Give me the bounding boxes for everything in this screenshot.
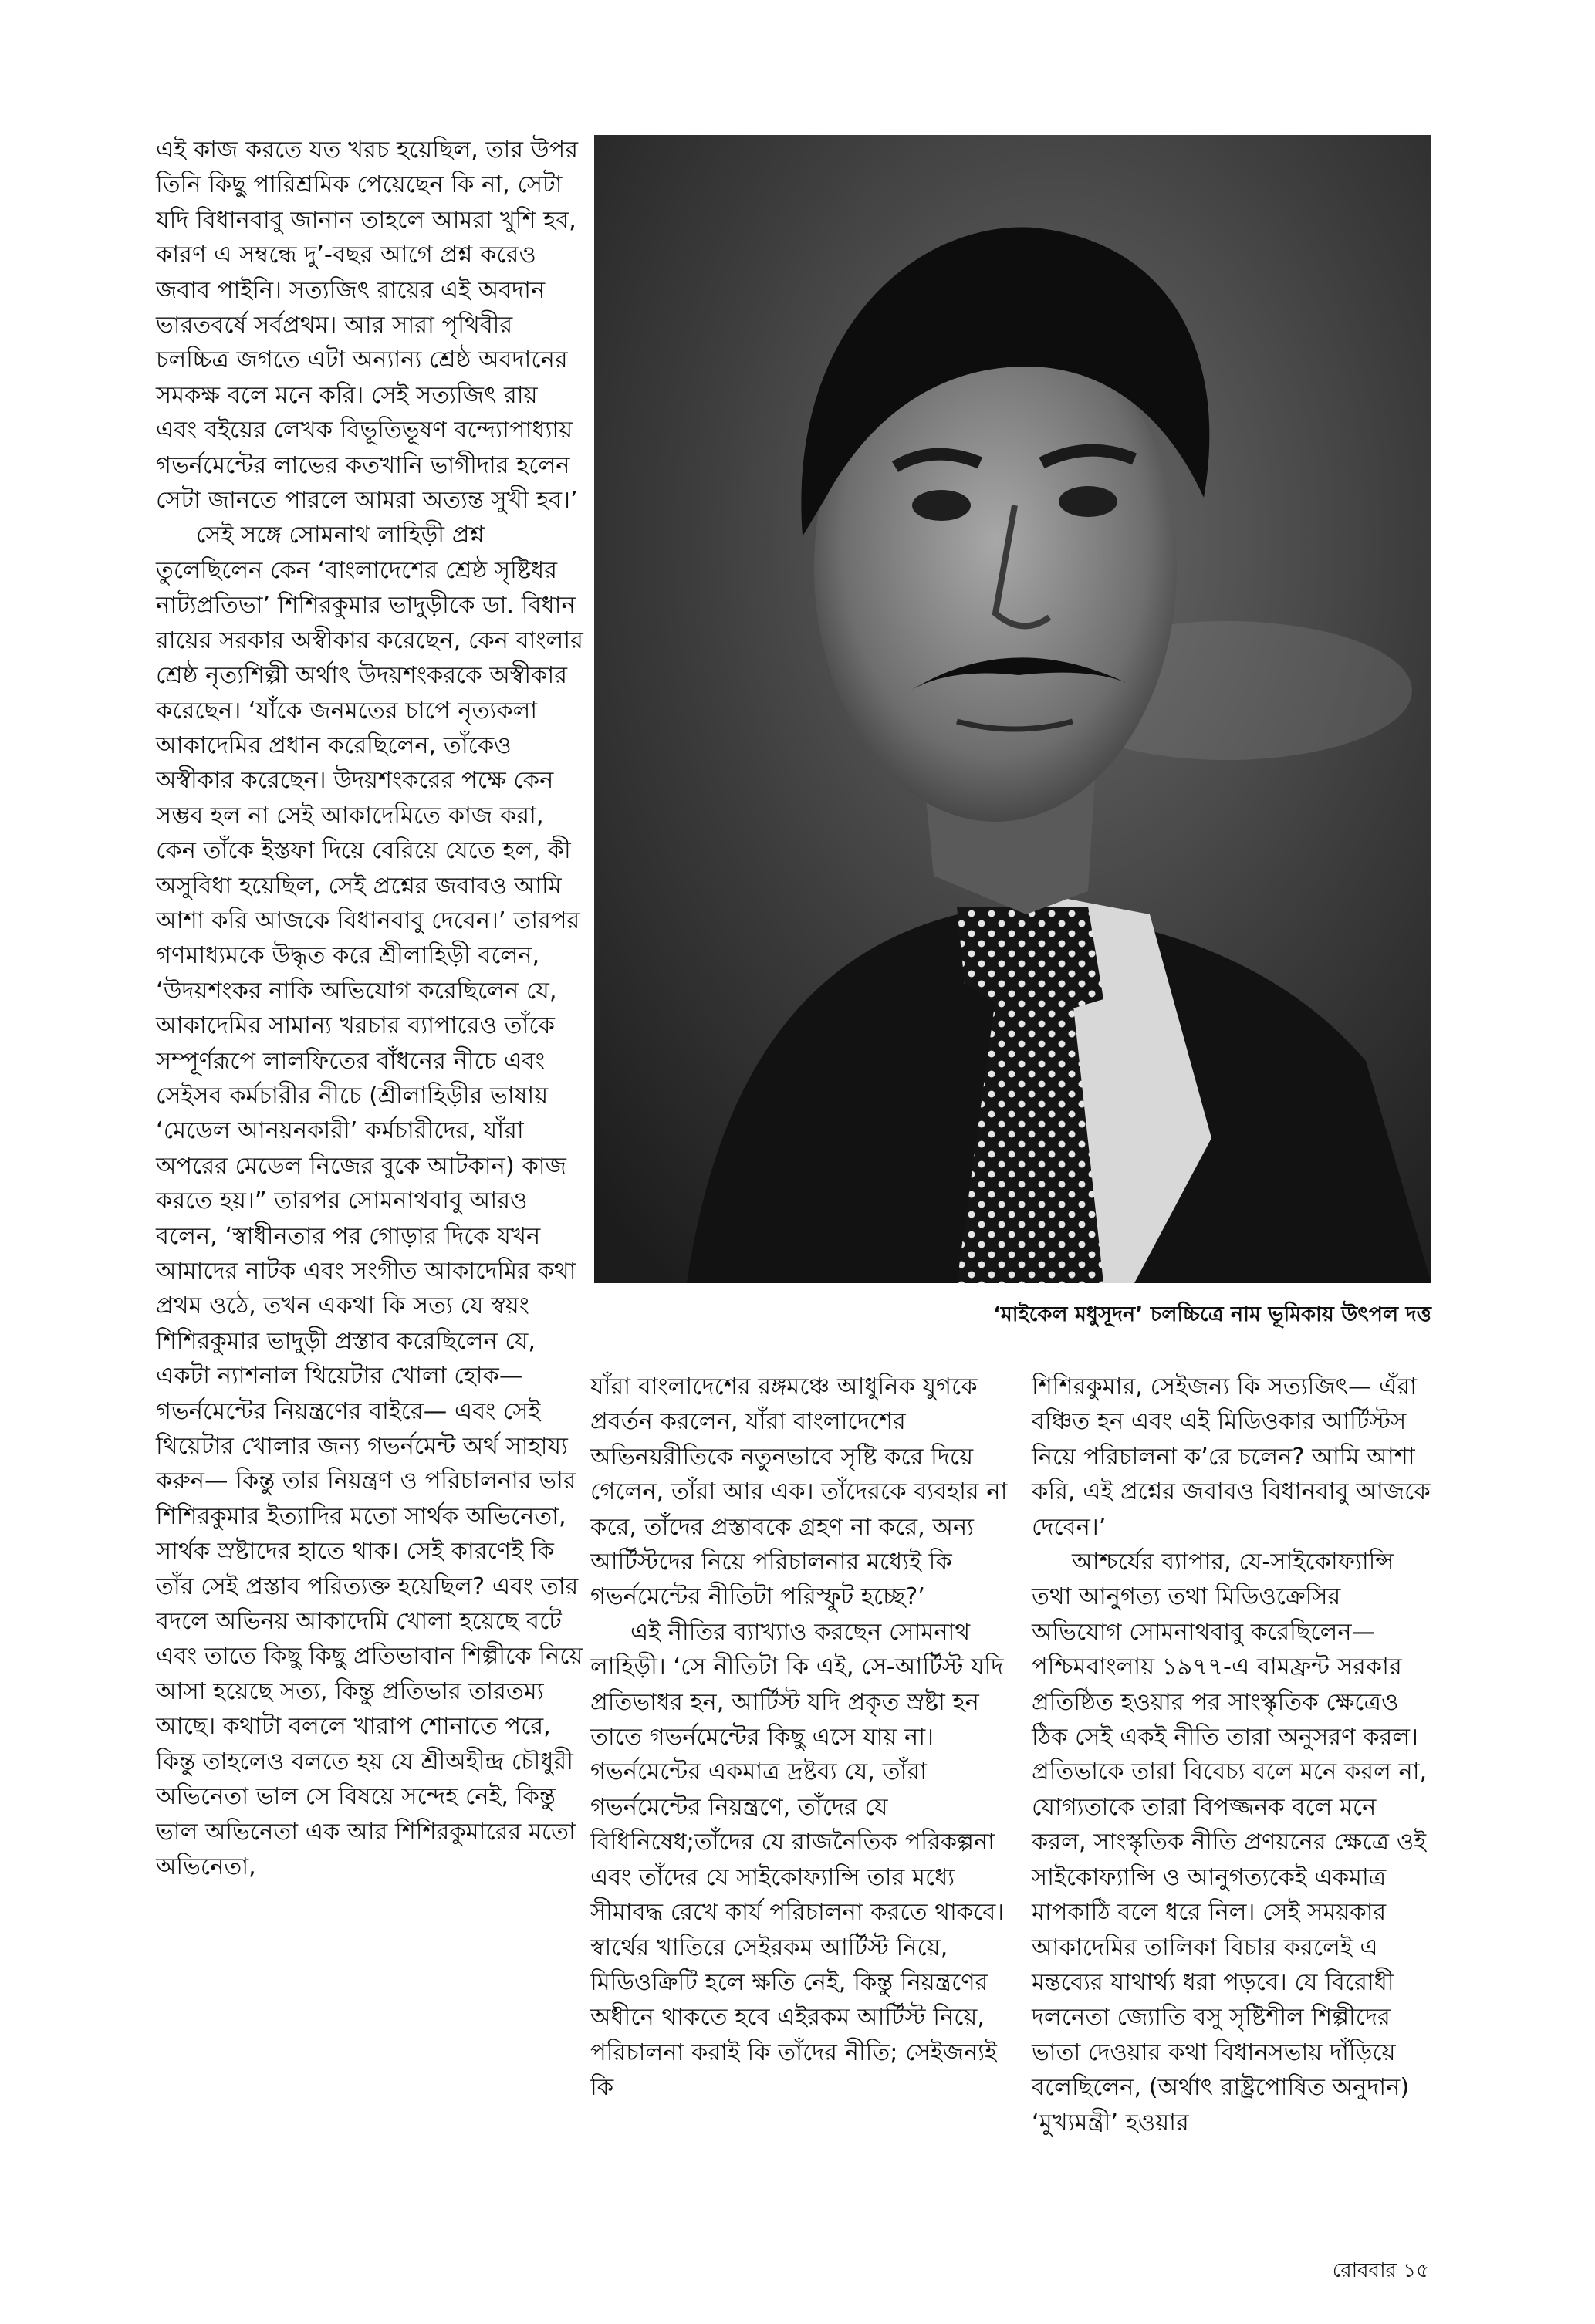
magazine-name: রোববার <box>1332 2259 1397 2282</box>
portrait-photo <box>594 135 1431 1283</box>
paragraph: শিশিরকুমার, সেইজন্য কি সত্যজিৎ— এঁরা বঞ্চিত হন এবং এই মিডিওকার আর্টিস্টস নিয়ে পরিচালনা ক’রে চলেন? আমি আশা করি, এই প্রশ্নের জবাবও বিধানবাবু আজকে দেবেন।’ <box>1032 1373 1431 1541</box>
page-number: ১৫ <box>1403 2259 1429 2282</box>
paragraph: আশ্চর্যের ব্যাপার, যে-সাইকোফ্যান্সি তথা আনুগত্য তথা মিডিওক্রেসির অভিযোগ সোমনাথবাবু করেছিলেন— পশ্চিমবাংলায় ১৯৭৭-এ বামফ্রন্ট সরকার প্রতিষ্ঠিত হওয়ার পর সাংস্কৃতিক ক্ষেত্রেও ঠিক সেই একই নীতি তারা অনুসরণ করল। প্রতিভাকে তারা বিবেচ্য বলে মনে করল না, যোগ্যতাকে তারা বিপজ্জনক বলে মনে করল, সাংস্কৃতিক নীতি প্রণয়নের ক্ষেত্রে ওই সাইকোফ্যান্সি ও আনুগত্যকেই একমাত্র মাপকাঠি বলে ধরে নিল। সেই সময়কার আকাদেমির তালিকা বিচার করলেই এ মন্তব্যের যাথার্থ্য ধরা পড়বে। যে বিরোধী দলনেতা জ্যোতি বসু সৃষ্টিশীল শিল্পীদের ভাতা দেওয়ার কথা বিধানসভায় দাঁড়িয়ে বলেছিলেন, (অর্থাৎ রাষ্ট্রপোষিত অনুদান) ‘মুখ্যমন্ত্রী’ হওয়ার <box>1032 1549 1428 2137</box>
right-text-column <box>1032 1370 1437 2140</box>
paragraph: এই নীতির ব্যাখ্যাও করছেন সোমনাথ লাহিড়ী। ‘সে নীতিটা কি এই, সে-আর্টিস্ট যদি প্রতিভাধর হন, আর্টিস্ট যদি প্রকৃত স্রষ্টা হন তাতে গভর্নমেন্টের কিছু এসে যায় না। গভর্নমেন্টের একমাত্র দ্রষ্টব্য যে, তাঁরা গভর্নমেন্টের নিয়ন্ত্রণে, তাঁদের যে বিধিনিষেধ;তাঁদের যে রাজনৈতিক পরিকল্পনা এবং তাঁদের যে সাইকোফ্যান্সি তার মধ্যে সীমাবদ্ধ রেখে কার্য পরিচালনা করতে থাকবে। স্বার্থের খাতিরে সেইরকম আর্টিস্ট নিয়ে, মিডিওক্রিটি হলে ক্ষতি নেই, কিন্তু নিয়ন্ত্রণের অধীনে থাকতে হবে এইরকম আর্টিস্ট নিয়ে, পরিচালনা করাই কি তাঁদের নীতি; সেইজন্যই কি <box>590 1618 1005 2102</box>
photo-caption: ‘মাইকেল মধুসূদন’ চলচ্চিত্রে নাম ভূমিকায় উৎপল দত্ত <box>992 1302 1431 1326</box>
middle-text-column <box>590 1370 1022 2106</box>
page-footer <box>1333 2255 1429 2289</box>
portrait-illustration <box>594 135 1431 1283</box>
paragraph: এই কাজ করতে যত খরচ হয়েছিল, তার উপর তিনি কিছু পারিশ্রমিক পেয়েছেন কি না, সেটা যদি বিধানবাবু জানান তাহলে আমরা খুশি হব, কারণ এ সম্বন্ধে দু’-বছর আগে প্রশ্ন করেও জবাব পাইনি। সত্যজিৎ রায়ের এই অবদান ভারতবর্ষে সর্বপ্রথম। আর সারা পৃথিবীর চলচ্চিত্র জগতে এটা অন্যান্য শ্রেষ্ঠ অবদানের সমকক্ষ বলে মনে করি। সেই সত্যজিৎ রায় এবং বইয়ের লেখক বিভূতিভূষণ বন্দ্যোপাধ্যায় গভর্নমেন্টের লাভের কতখানি ভাগীদার হলেন সেটা জানতে পারলে আমরা অত্যন্ত সুখী হব।’ <box>156 137 578 515</box>
paragraph: সেই সঙ্গে সোমনাথ লাহিড়ী প্রশ্ন তুলেছিলেন কেন ‘বাংলাদেশের শ্রেষ্ঠ সৃষ্টিধর নাট্যপ্রতিভা’ শিশিরকুমার ভাদুড়ীকে ডা. বিধান রায়ের সরকার অস্বীকার করেছেন, কেন বাংলার শ্রেষ্ঠ নৃত্যশিল্পী অর্থাৎ উদয়শংকরকে অস্বীকার করেছেন। ‘যাঁকে জনমতের চাপে নৃত্যকলা আকাদেমির প্রধান করেছিলেন, তাঁকেও অস্বীকার করেছেন। উদয়শংকরের পক্ষে কেন সম্ভব হল না সেই আকাদেমিতে কাজ করা, কেন তাঁকে ইস্তফা দিয়ে বেরিয়ে যেতে হল, কী অসুবিধা হয়েছিল, সেই প্রশ্নের জবাবও আমি আশা করি আজকে বিধানবাবু দেবেন।’ তারপর গণমাধ্যমকে উদ্ধৃত করে শ্রীলাহিড়ী বলেন, ‘উদয়শংকর নাকি অভিযোগ করেছিলেন যে, আকাদেমির সামান্য খরচার ব্যাপারেও তাঁকে সম্পূর্ণরূপে লালফিতের বাঁধনের নীচে এবং সেইসব কর্মচারীর নীচে (শ্রীলাহিড়ীর ভাষায় ‘মেডেল আনয়নকারী’ কর্মচারীদের, যাঁরা অপরের মেডেল নিজের বুকে আটকান) কাজ করতে হয়।” তারপর সোমনাথবাবু আরও বলেন, ‘স্বাধীনতার পর গোড়ার দিকে যখন আমাদের নাটক এবং সংগীত আকাদেমির কথা প্রথম ওঠে, তখন একথা কি সত্য যে স্বয়ং শিশিরকুমার ভাদুড়ী প্রস্তাব করেছিলেন যে, একটা ন্যাশনাল থিয়েটার খোলা হোক— গভর্নমেন্টের নিয়ন্ত্রণের বাইরে— এবং সেই থিয়েটার খোলার জন্য গভর্নমেন্ট অর্থ সাহায্য করুন— কিন্তু তার নিয়ন্ত্রণ ও পরিচালনার ভার শিশিরকুমার ইত্যাদির মতো সার্থক অভিনেতা, সার্থক স্রষ্টাদের হাতে থাক। সেই কারণেই কি তাঁর সেই প্রস্তাব পরিত্যক্ত হয়েছিল? এবং তার বদলে অভিনয় আকাদেমি খোলা হয়েছে বটে এবং তাতে কিছু কিছু প্রতিভাবান শিল্পীকে নিয়ে আসা হয়েছে সত্য, কিন্তু প্রতিভার তারতম্য আছে। কথাটা বললে খারাপ শোনাতে পরে, কিন্তু তাহলেও বলতে হয় যে শ্রীঅহীন্দ্র চৌধুরী অভিনেতা ভাল সে বিষয়ে সন্দেহ নেই, কিন্তু ভাল অভিনেতা এক আর শিশিরকুমারের মতো অভিনেতা, <box>156 522 583 1880</box>
left-text-column <box>156 133 584 1884</box>
paragraph: যাঁরা বাংলাদেশের রঙ্গমঞ্চে আধুনিক যুগকে প্রবর্তন করলেন, যাঁরা বাংলাদেশের অভিনয়রীতিকে নতুনভাবে সৃষ্টি করে দিয়ে গেলেন, তাঁরা আর এক। তাঁদেরকে ব্যবহার না করে, তাঁদের প্রস্তাবকে গ্রহণ না করে, অন্য আর্টিস্টদের নিয়ে পরিচালনার মধ্যেই কি গভর্নমেন্টের নীতিটা পরিস্ফুট হচ্ছে?’ <box>590 1373 1008 1611</box>
